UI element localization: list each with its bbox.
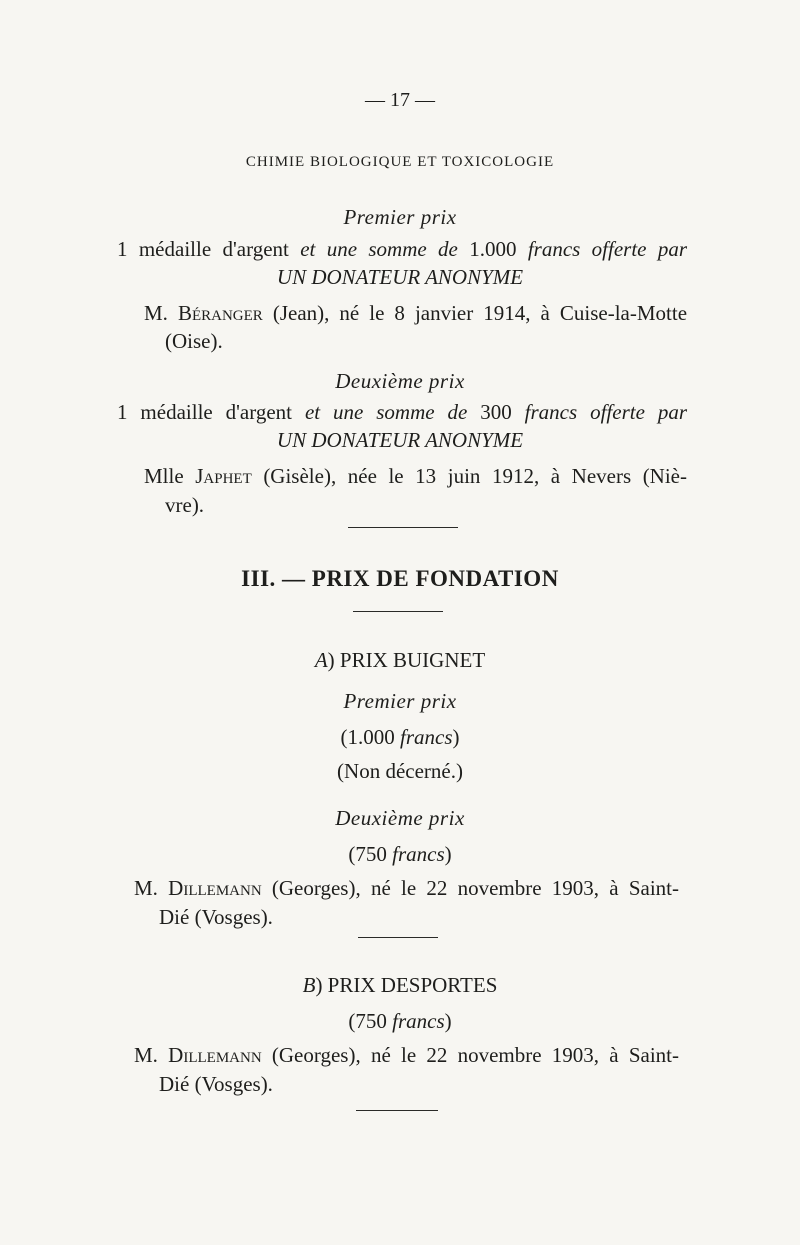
amount-close: ) [452,725,460,749]
amount-value: (1.000 [340,725,395,749]
buignet-deuxieme-amount [0,841,800,867]
divider-rule [353,611,443,612]
amount-unit: francs [392,1009,445,1033]
buignet-laureate-line1 [134,875,679,901]
divider-rule [358,937,438,938]
amount-value: (750 [348,1009,387,1033]
award-medal: 1 médaille d'argent [117,400,293,424]
laureate-details: (Georges), né le 22 novembre 1903, à Saint- [271,876,680,900]
laureate-details: (Georges), né le 22 novembre 1903, à Saint- [271,1043,680,1067]
laureate-surname: Béranger [177,301,263,325]
laureate-title: Mlle [144,464,184,488]
prize-letter: A [314,648,328,672]
prize-name: ) PRIX DESPORTES [315,973,498,997]
deuxieme-prix-title: Deuxième prix [335,369,465,393]
page-number: — 17 — [365,89,435,111]
award-offered-by: francs offerte par [527,237,687,261]
laureate-surname: Dillemann [168,1043,262,1067]
award-sum-text: et une somme de [300,237,458,261]
premier-prix-laureate-line1 [144,300,687,326]
award-amount: 300 [480,400,512,424]
divider-rule [356,1110,438,1111]
amount-unit: francs [392,842,445,866]
laureate-title: M. [134,1043,158,1067]
amount-unit: francs [400,725,453,749]
desportes-laureate-line1 [134,1042,679,1068]
premier-prix-title: Premier prix [343,205,457,229]
buignet-premier-title: Premier prix [343,689,457,713]
award-medal: 1 médaille d'argent [117,237,289,261]
deuxieme-prix-award [117,399,687,425]
desportes-laureate-line2: Dié (Vosges). [159,1072,273,1096]
laureate-details: (Jean), né le 8 janvier 1914, à Cuise-la-Motte [272,301,688,325]
divider-rule [348,527,458,528]
buignet-premier-status: (Non décerné.) [337,759,463,783]
laureate-surname: Dillemann [168,876,262,900]
award-offered-by: francs offerte par [524,400,687,424]
premier-prix-donor: UN DONATEUR ANONYME [276,265,524,289]
laureate-title: M. [134,876,158,900]
laureate-title: M. [144,301,168,325]
deuxieme-prix-laureate-line1 [144,463,687,489]
deuxieme-prix-donor: UN DONATEUR ANONYME [276,428,524,452]
section-heading-fondation: III. — PRIX DE FONDATION [241,566,559,591]
award-sum-text: et une somme de [304,400,468,424]
prize-name: ) PRIX BUIGNET [327,648,486,672]
amount-close: ) [444,1009,452,1033]
deuxieme-prix-laureate-line2: vre). [165,493,205,517]
buignet-laureate-line2: Dié (Vosges). [159,905,273,929]
premier-prix-award [117,236,687,262]
buignet-deuxieme-title: Deuxième prix [335,806,465,830]
section-heading-chimie: CHIMIE BIOLOGIQUE ET TOXICOLOGIE [245,154,555,170]
prize-buignet-heading [0,647,800,673]
prize-letter: B [302,973,316,997]
premier-prix-laureate-line2: (Oise). [165,329,223,353]
desportes-amount [0,1008,800,1034]
amount-close: ) [444,842,452,866]
laureate-details: (Gisèle), née le 13 juin 1912, à Nevers (Niè- [263,464,688,488]
prize-desportes-heading [0,972,800,998]
laureate-surname: Japhet [195,464,252,488]
award-amount: 1.000 [469,237,517,261]
amount-value: (750 [348,842,387,866]
buignet-premier-amount [0,724,800,750]
